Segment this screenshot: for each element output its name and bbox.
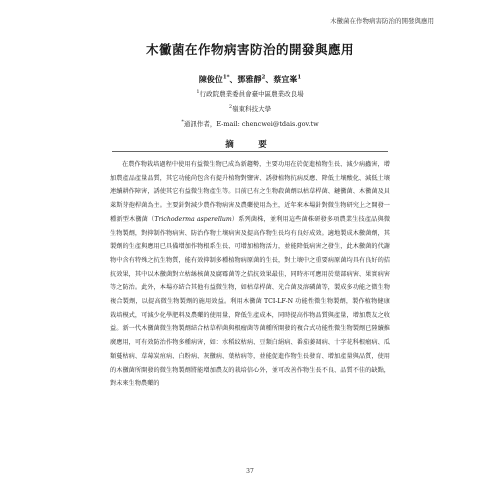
affiliation-text: 嶺東科技大學	[232, 105, 272, 114]
abstract-body	[110, 158, 390, 391]
affiliation-marker: 2	[228, 104, 233, 110]
abstract-divider	[112, 151, 388, 152]
article-title: 木黴菌在作物病害防治的開發與應用	[145, 42, 354, 57]
running-header: 木黴菌在作物病害防治的開發與應用	[330, 17, 434, 25]
author-superscript: 1*	[222, 74, 230, 81]
corresponding-author	[0, 119, 500, 128]
affiliation-marker: 1	[196, 89, 200, 95]
abstract-text: 在農作物栽培過程中使用有益微生物已成為新趨勢，主要功用在於促進植物生長、減少病蟲害，增加農產品產量品質，其它功能尚包含有提升植物對鹽害、誘發植物抗病反應、降低土壤酸化、減低土壤連續耕作障害，誘使其它有益微生物產生等。目前已有之生物殺菌劑以枯草桿菌、鏈黴菌、木黴菌及貝萊斯芽孢桿菌為主。主要針對減少農作物病害及農藥使用為主，近年來本場針對微生物研究上之開發一種新型木黴菌（	[110, 161, 390, 223]
abstract-text: ）系列菌株，並利用這些菌株研發多項農業生技產品與微生物製劑，對抑制作物病害、防治作物土壤病害及提高作物生長均有良好成效。適地製成木黴菌劑，其製劑的生產與應用已具備增加作物根系生長、可增加植物活力，並能降低病害之發生，此木黴菌的代謝物中含有特殊之抗生物質，能有效抑制多種植物病原菌的生長，對土壤中之重要病原菌均具有良好的拮抗效果，其中以木黴菌對立枯絲核菌及腐霉菌等之拮抗效果最佳，同時亦可應用於葉部病害、果實病害等之防治。此外，本場亦結合其他有益微生物，如枯草桿菌、光合菌及溶磷菌等，製成多功能之微生物複合製劑，以提高微生物製劑的施用效益。利用木黴菌 TCI-LF-N 功能性微生物製劑，製作植物健康栽培模式，可減少化學肥料及農藥的使用量，降低生產成本，同時提高作物品質與產量，增加農友之收益。新一代木黴菌微生物製劑結合枯草桿菌與根瘤菌等菌種所開發的複合式功能性微生物製劑已陸續推廣應用，可有效防治作物多種病害，如：水稻紋枯病、豆類白絹病、番茄萎凋病、十字花科根瘤病、瓜類蔓枯病、草莓炭疽病、白粉病、灰黴病、葉枯病等，並能促進作物生長發育、增加產量與品質，使用的木黴菌所開發的微生物製劑將能增加農友的栽培信心外，並可改善作物生長不良、品質不佳的缺點，對未來生物農藥的	[110, 215, 391, 388]
author-name: 鄧雅靜	[237, 74, 262, 84]
author-line	[0, 74, 500, 85]
author-separator: 、	[265, 74, 274, 84]
affiliation	[0, 104, 500, 113]
species-name: Trichoderma asperellum	[154, 215, 232, 223]
abstract-heading: 摘 要	[225, 140, 275, 150]
affiliation-marker: *	[181, 119, 184, 125]
author-name: 蔡宜峯	[273, 74, 298, 84]
author-superscript: 1	[297, 74, 302, 81]
affiliation	[0, 89, 500, 98]
page-number: 37	[246, 468, 254, 475]
affiliation-text: 行政院農業委員會臺中區農業改良場	[199, 90, 304, 99]
author-name: 陳俊位	[198, 74, 223, 84]
author-superscript: 2	[261, 74, 266, 81]
affiliation-text: 通訊作者，E-mail: chencwei@tdais.gov.tw	[183, 120, 319, 129]
author-separator: 、	[229, 74, 238, 84]
